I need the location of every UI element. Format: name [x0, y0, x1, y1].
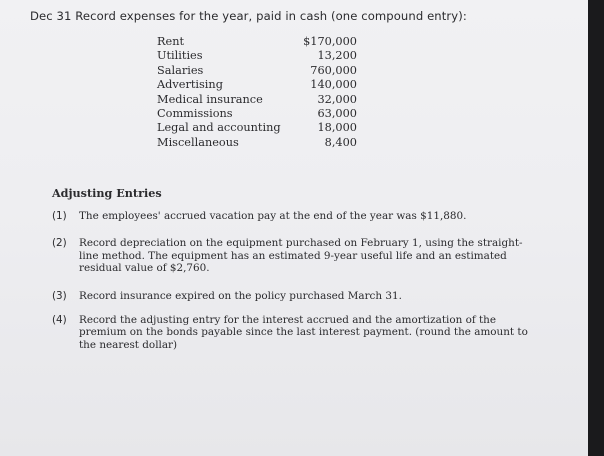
adjusting-entries-title: Adjusting Entries [52, 186, 162, 200]
adjusting-entry [52, 290, 532, 302]
expense-row [157, 49, 357, 63]
expense-label: Miscellaneous [157, 135, 239, 149]
entry-text: Record depreciation on the equipment purchased on February 1, using the straight-line method. The equipment has an estimated 9-year useful life and an estimated residual value of $2,760. [79, 237, 523, 275]
adjusting-entry [52, 237, 532, 274]
expense-list [157, 35, 357, 150]
entry-text: Record the adjusting entry for the interest accrued and the amortization of the premium on the bonds payable since the last interest payment. (round the amount to the nearest dollar) [79, 314, 528, 351]
entry-number: (4) [52, 314, 67, 327]
entry-number: (3) [52, 289, 67, 302]
adjusting-entries-list [52, 210, 532, 366]
entry-number: (2) [52, 237, 67, 250]
expense-amount: 140,000 [310, 78, 357, 92]
expense-label: Utilities [157, 49, 203, 63]
expense-amount: $170,000 [303, 35, 357, 48]
expense-row [157, 136, 357, 150]
expense-label: Medical insurance [157, 92, 263, 106]
expense-amount: 760,000 [310, 63, 357, 77]
expense-entry-heading: Dec 31 Record expenses for the year, paid in cash (one compound entry): [30, 9, 467, 23]
expense-amount: 18,000 [317, 121, 357, 135]
expense-row [157, 35, 357, 49]
expense-row [157, 107, 357, 121]
expense-label: Advertising [157, 78, 223, 92]
adjusting-entry [52, 314, 532, 351]
entry-number: (1) [52, 210, 67, 222]
expense-row [157, 93, 357, 107]
expense-amount: 8,400 [324, 135, 357, 149]
expense-label: Commissions [157, 107, 233, 121]
expense-row [157, 121, 357, 135]
expense-amount: 13,200 [317, 49, 357, 63]
entry-text: Record insurance expired on the policy purchased March 31. [79, 289, 402, 302]
expense-label: Legal and accounting [157, 121, 281, 135]
adjusting-entry [52, 210, 532, 222]
expense-amount: 63,000 [317, 107, 357, 121]
expense-label: Salaries [157, 63, 204, 77]
expense-label: Rent [157, 35, 185, 48]
entry-text: The employees' accrued vacation pay at the end of the year was $11,880. [79, 210, 467, 222]
expense-amount: 32,000 [317, 92, 357, 106]
expense-row [157, 78, 357, 92]
expense-row [157, 64, 357, 78]
